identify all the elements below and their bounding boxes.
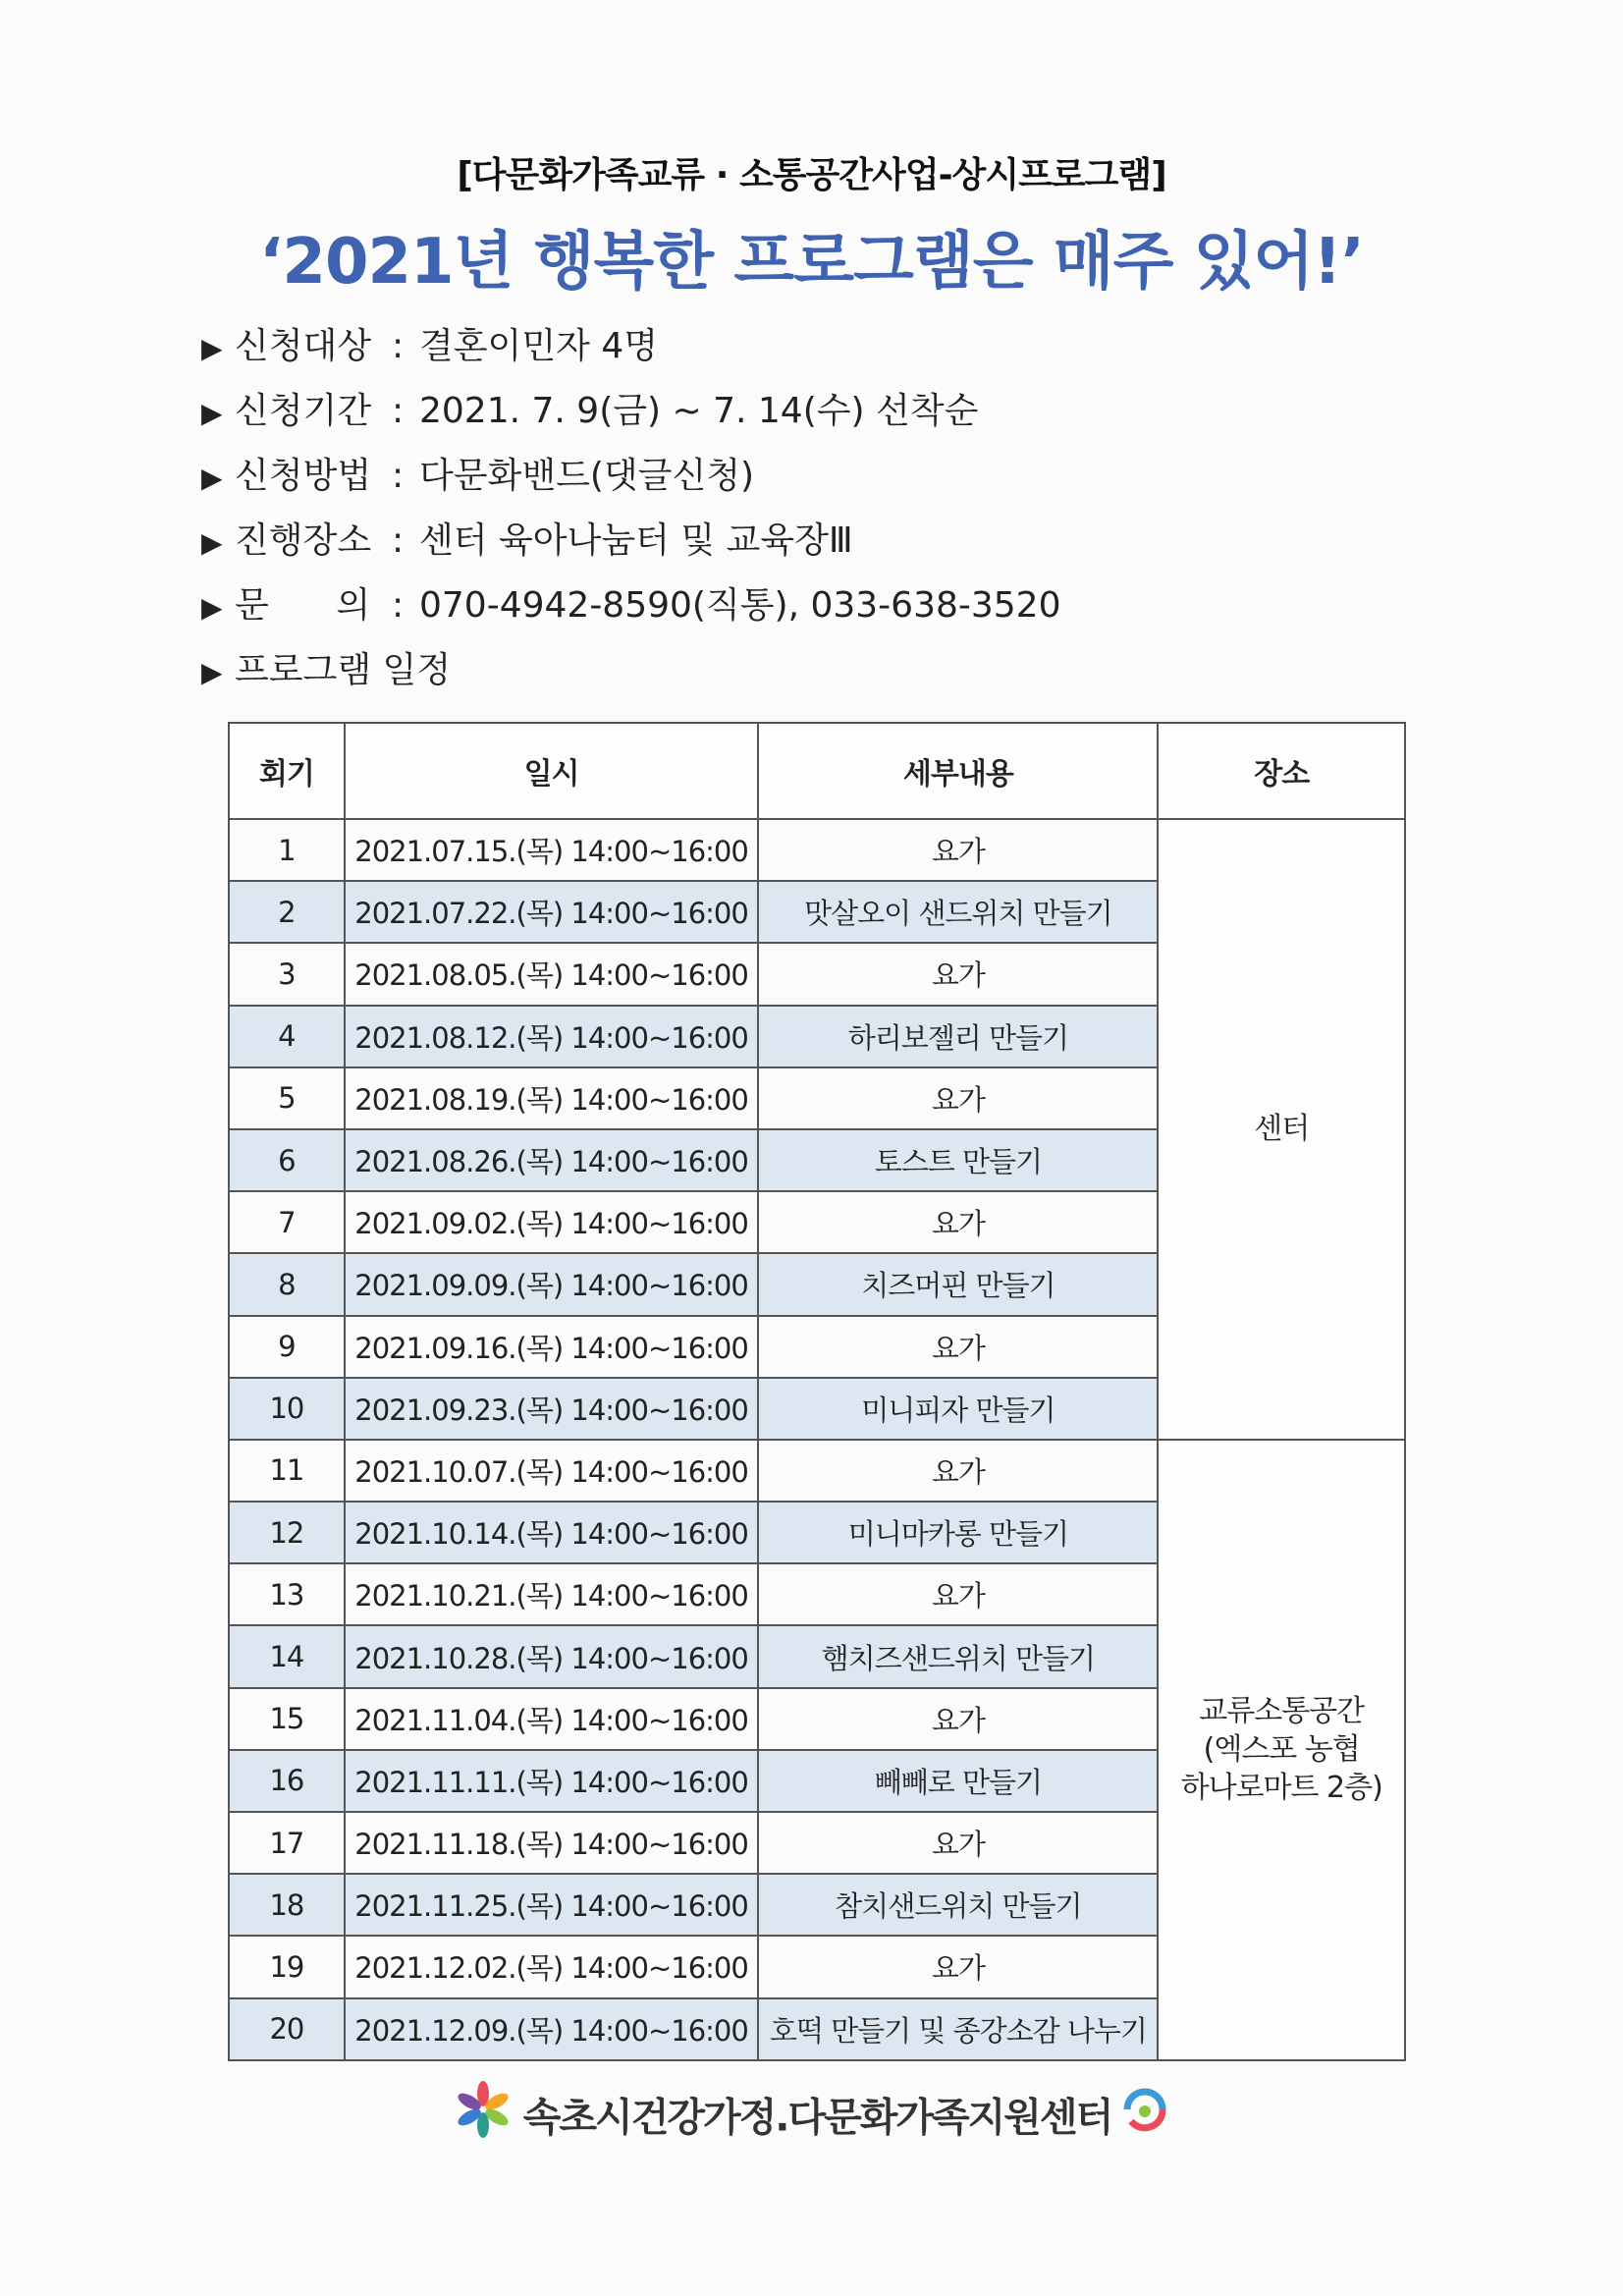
cell-session: 3	[229, 943, 345, 1005]
info-value: 2021. 7. 9(금) ~ 7. 14(수) 선착순	[419, 391, 979, 431]
cell-datetime: 2021.08.19.(목) 14:00~16:00	[345, 1067, 758, 1129]
header-place: 장소	[1158, 723, 1405, 819]
info-colon: :	[392, 585, 405, 626]
place-line: 하나로마트 2층)	[1180, 1771, 1382, 1806]
triangle-bullet-icon: ▶	[201, 462, 223, 494]
cell-details: 맛살오이 샌드위치 만들기	[758, 881, 1158, 943]
triangle-bullet-icon: ▶	[201, 332, 223, 364]
cell-details: 요가	[758, 1563, 1158, 1625]
cell-details: 요가	[758, 819, 1158, 881]
cell-session: 4	[229, 1006, 345, 1067]
info-colon: :	[392, 456, 405, 496]
cell-session: 14	[229, 1625, 345, 1687]
cell-details: 미니피자 만들기	[758, 1378, 1158, 1440]
cell-datetime: 2021.11.18.(목) 14:00~16:00	[345, 1812, 758, 1874]
triangle-bullet-icon: ▶	[201, 526, 223, 559]
cell-datetime: 2021.08.26.(목) 14:00~16:00	[345, 1129, 758, 1191]
table-header-row	[229, 723, 1405, 819]
cell-session: 12	[229, 1502, 345, 1563]
cell-session: 9	[229, 1316, 345, 1378]
cell-session: 8	[229, 1253, 345, 1315]
cell-details: 빼빼로 만들기	[758, 1750, 1158, 1812]
table-row	[229, 1440, 1405, 1502]
cell-session: 20	[229, 1998, 345, 2060]
cell-place	[1158, 819, 1405, 1440]
cell-datetime: 2021.08.05.(목) 14:00~16:00	[345, 943, 758, 1005]
cell-details: 요가	[758, 1191, 1158, 1253]
cell-details: 치즈머핀 만들기	[758, 1253, 1158, 1315]
cell-datetime: 2021.11.11.(목) 14:00~16:00	[345, 1750, 758, 1812]
cell-details: 호떡 만들기 및 종강소감 나누기	[758, 1998, 1158, 2060]
cell-datetime: 2021.09.02.(목) 14:00~16:00	[345, 1191, 758, 1253]
info-colon: :	[392, 326, 405, 366]
cell-session: 13	[229, 1563, 345, 1625]
cell-datetime: 2021.10.21.(목) 14:00~16:00	[345, 1563, 758, 1625]
triangle-bullet-icon: ▶	[201, 656, 223, 688]
cell-place	[1158, 1440, 1405, 2060]
cell-datetime: 2021.07.15.(목) 14:00~16:00	[345, 819, 758, 881]
info-label: 진행장소	[235, 520, 372, 561]
info-value: 다문화밴드(댓글신청)	[419, 456, 755, 496]
cell-datetime: 2021.07.22.(목) 14:00~16:00	[345, 881, 758, 943]
org-name: 속초시건강가정.다문화가족지원센터	[522, 2095, 1112, 2141]
cell-details: 요가	[758, 943, 1158, 1005]
cell-session: 19	[229, 1936, 345, 1997]
header-datetime: 일시	[345, 723, 758, 819]
cell-datetime: 2021.10.07.(목) 14:00~16:00	[345, 1440, 758, 1502]
cell-details: 미니마카롱 만들기	[758, 1502, 1158, 1563]
info-value: 070-4942-8590(직통), 033-638-3520	[419, 585, 1061, 626]
cell-datetime: 2021.09.16.(목) 14:00~16:00	[345, 1316, 758, 1378]
header-session: 회기	[229, 723, 345, 819]
cell-session: 11	[229, 1440, 345, 1502]
cell-session: 17	[229, 1812, 345, 1874]
info-value: 센터 육아나눔터 및 교육장Ⅲ	[419, 520, 853, 561]
cell-session: 15	[229, 1688, 345, 1750]
info-list	[201, 314, 1060, 703]
cell-details: 요가	[758, 1316, 1158, 1378]
cell-session: 1	[229, 819, 345, 881]
info-row	[201, 444, 1060, 509]
cell-datetime: 2021.11.25.(목) 14:00~16:00	[345, 1874, 758, 1936]
info-label: 신청기간	[235, 391, 372, 431]
program-category: [다문화가족교류 · 소통공간사업-상시프로그램]	[457, 155, 1166, 195]
cell-session: 16	[229, 1750, 345, 1812]
cell-datetime: 2021.09.23.(목) 14:00~16:00	[345, 1378, 758, 1440]
cell-session: 18	[229, 1874, 345, 1936]
cell-session: 10	[229, 1378, 345, 1440]
info-row	[201, 314, 1060, 379]
info-label: 신청대상	[235, 326, 372, 366]
cell-session: 2	[229, 881, 345, 943]
cell-datetime: 2021.12.09.(목) 14:00~16:00	[345, 1998, 758, 2060]
cell-datetime: 2021.10.28.(목) 14:00~16:00	[345, 1625, 758, 1687]
info-row	[201, 638, 1060, 703]
cell-details: 요가	[758, 1688, 1158, 1750]
footer	[0, 2080, 1623, 2149]
cell-datetime: 2021.10.14.(목) 14:00~16:00	[345, 1502, 758, 1563]
triangle-bullet-icon: ▶	[201, 397, 223, 429]
header-details: 세부내용	[758, 723, 1158, 819]
schedule-table	[228, 722, 1406, 2061]
info-colon: :	[392, 391, 405, 431]
cell-details: 요가	[758, 1440, 1158, 1502]
cell-details: 요가	[758, 1812, 1158, 1874]
place-line: (엑스포 농협	[1203, 1732, 1360, 1768]
cell-datetime: 2021.12.02.(목) 14:00~16:00	[345, 1936, 758, 1997]
schedule-heading: 프로그램 일정	[235, 650, 452, 690]
triangle-bullet-icon: ▶	[201, 591, 223, 624]
cell-details: 토스트 만들기	[758, 1129, 1158, 1191]
table-row	[229, 819, 1405, 881]
info-label: 신청방법	[235, 456, 372, 496]
info-row	[201, 379, 1060, 444]
cell-session: 5	[229, 1067, 345, 1129]
info-colon: :	[392, 520, 405, 561]
cell-details: 참치샌드위치 만들기	[758, 1874, 1158, 1936]
cell-details: 요가	[758, 1936, 1158, 1997]
info-value: 결혼이민자 4명	[419, 326, 659, 366]
cell-details: 햄치즈샌드위치 만들기	[758, 1625, 1158, 1687]
place-line: 교류소통공간	[1199, 1694, 1365, 1729]
cell-datetime: 2021.08.12.(목) 14:00~16:00	[345, 1006, 758, 1067]
page-title: ‘2021년 행복한 프로그램은 매주 있어!’	[259, 226, 1364, 299]
place-line: 센터	[1254, 1112, 1310, 1147]
cell-datetime: 2021.11.04.(목) 14:00~16:00	[345, 1688, 758, 1750]
cell-details: 요가	[758, 1067, 1158, 1129]
cell-session: 6	[229, 1129, 345, 1191]
info-row	[201, 574, 1060, 638]
cell-details: 하리보젤리 만들기	[758, 1006, 1158, 1067]
info-label: 문 의	[235, 585, 371, 626]
cell-datetime: 2021.09.09.(목) 14:00~16:00	[345, 1253, 758, 1315]
family-logo-icon	[1117, 2086, 1172, 2143]
pinwheel-logo-icon	[451, 2080, 515, 2149]
info-row	[201, 509, 1060, 574]
cell-session: 7	[229, 1191, 345, 1253]
